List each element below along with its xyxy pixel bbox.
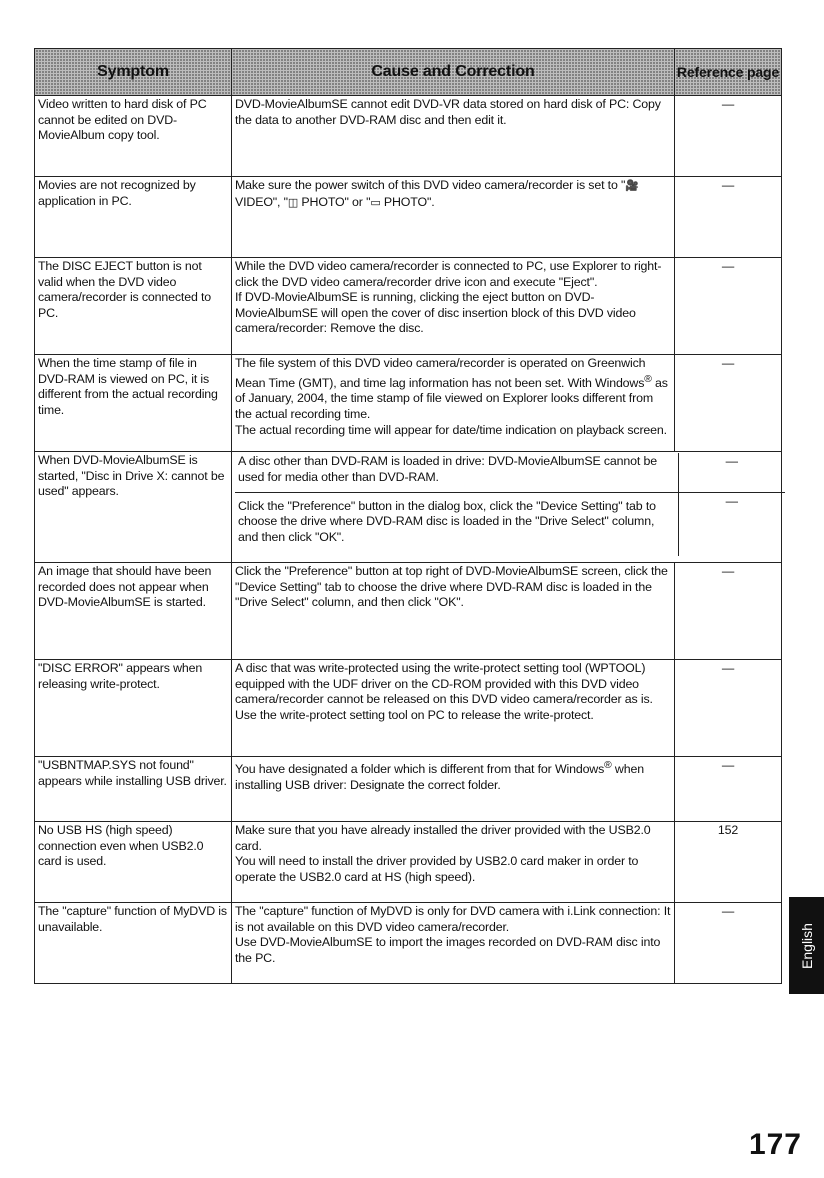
reference-cell: — bbox=[678, 453, 785, 492]
cause-paragraph bbox=[235, 356, 671, 423]
cause-paragraph: The "capture" function of MyDVD is only for DVD camera with i.Link connection: It is not available on this DVD video camera/recorder. bbox=[235, 904, 671, 934]
table-row bbox=[35, 258, 782, 355]
reference-header: Reference page bbox=[675, 49, 782, 96]
cause-paragraph: If DVD-MovieAlbumSE is running, clicking the eject button on DVD-MovieAlbumSE will open the cover of disc insertion block of this DVD video camera/recorder: Remove the disc. bbox=[235, 290, 636, 336]
cause-text: PHOTO" or " bbox=[298, 194, 371, 209]
cause-cell bbox=[232, 355, 675, 452]
cause-text: VIDEO", " bbox=[235, 194, 288, 209]
cause-sub-cell: Click the "Preference" button in the dialog box, click the "Device Setting" tab to choose the drive where DVD-RAM disc is loaded in the "Drive Select" column, and then click "OK". bbox=[235, 492, 678, 556]
symptom-cell: "DISC ERROR" appears when releasing write-protect. bbox=[35, 660, 232, 757]
cause-paragraph: While the DVD video camera/recorder is connected to PC, use Explorer to right-click the DVD video camera/recorder drive icon and execute "Eject". bbox=[235, 259, 662, 289]
sub-row bbox=[235, 453, 785, 492]
symptom-cell: "USBNTMAP.SYS not found" appears while installing USB driver. bbox=[35, 757, 232, 822]
registered-mark: ® bbox=[604, 760, 612, 771]
table-row bbox=[35, 177, 782, 258]
cause-paragraph: Use DVD-MovieAlbumSE to import the images recorded on DVD-RAM disc into the PC. bbox=[235, 935, 661, 965]
cause-cell: Click the "Preference" button at top right of DVD-MovieAlbumSE screen, click the "Device Setting" tab to choose the drive where DVD-RAM disc is loaded in the "Drive Select" column, and then click "OK". bbox=[232, 563, 675, 660]
reference-cell: — bbox=[675, 563, 782, 660]
cause-text: PHOTO". bbox=[380, 194, 435, 209]
cause-text: Make sure the power switch of this DVD video camera/recorder is set to " bbox=[235, 178, 626, 192]
cause-cell: A disc that was write-protected using the write-protect setting tool (WPTOOL) equipped with the UDF driver on the CD-ROM provided with this DVD video camera/recorder cannot be released on this DVD video camera/recorder as is. Use the write-protect setting tool on PC to release the write-protect. bbox=[232, 660, 675, 757]
table-row bbox=[35, 903, 782, 984]
cause-paragraph: Make sure that you have already installed the driver provided with the USB2.0 card. bbox=[235, 823, 651, 853]
cause-paragraph: You will need to install the driver provided by USB2.0 card maker in order to operate the USB2.0 card at HS (high speed). bbox=[235, 854, 639, 884]
reference-cell: — bbox=[675, 177, 782, 258]
reference-cell: — bbox=[675, 757, 782, 822]
table-header-row bbox=[35, 49, 782, 96]
table-row bbox=[35, 96, 782, 177]
symptom-cell: Movies are not recognized by application in PC. bbox=[35, 177, 232, 258]
symptom-cell: An image that should have been recorded does not appear when DVD-MovieAlbumSE is started. bbox=[35, 563, 232, 660]
table-row bbox=[35, 563, 782, 660]
page-number: 177 bbox=[748, 1128, 802, 1161]
table-row bbox=[35, 355, 782, 452]
symptom-cell: No USB HS (high speed) connection even when USB2.0 card is used. bbox=[35, 822, 232, 903]
cause-sub-cell: A disc other than DVD-RAM is loaded in drive: DVD-MovieAlbumSE cannot be used for media other than DVD-RAM. bbox=[235, 453, 678, 492]
symptom-cell: Video written to hard disk of PC cannot be edited on DVD-MovieAlbum copy tool. bbox=[35, 96, 232, 177]
cause-paragraph: The actual recording time will appear for date/time indication on playback screen. bbox=[235, 422, 667, 437]
registered-mark: ® bbox=[644, 373, 652, 385]
reference-cell: — bbox=[675, 258, 782, 355]
table-row bbox=[35, 660, 782, 757]
reference-cell: — bbox=[675, 96, 782, 177]
reference-cell: 152 bbox=[675, 822, 782, 903]
video-camera-icon: 🎥 bbox=[625, 180, 639, 192]
cause-text: as of January, 2004, the time stamp of file viewed on Explorer looks different from the actual recording time. bbox=[235, 375, 668, 421]
reference-cell: — bbox=[675, 355, 782, 452]
reference-cell: — bbox=[675, 903, 782, 984]
cause-header: Cause and Correction bbox=[232, 49, 675, 96]
table-row bbox=[35, 822, 782, 903]
photo-mode-icon: ◫ bbox=[287, 196, 299, 209]
card-photo-icon: ▭ bbox=[370, 196, 381, 209]
symptom-cell: When DVD-MovieAlbumSE is started, "Disc in Drive X: cannot be used" appears. bbox=[35, 452, 232, 563]
cause-cell bbox=[232, 903, 675, 984]
symptom-cell: When the time stamp of file in DVD-RAM is viewed on PC, it is different from the actual recording time. bbox=[35, 355, 232, 452]
symptom-header: Symptom bbox=[35, 49, 232, 96]
symptom-cell: The "capture" function of MyDVD is unavailable. bbox=[35, 903, 232, 984]
cause-cell bbox=[232, 822, 675, 903]
cause-cell bbox=[232, 177, 675, 258]
cause-cell: DVD-MovieAlbumSE cannot edit DVD-VR data stored on hard disk of PC: Copy the data to another DVD-RAM disc and then edit it. bbox=[232, 96, 675, 177]
table-row bbox=[35, 452, 782, 563]
troubleshooting-table bbox=[34, 48, 782, 984]
language-tab bbox=[789, 897, 824, 994]
cause-text: when installing USB driver: Designate the correct folder. bbox=[235, 762, 644, 792]
reference-cell: — bbox=[725, 493, 738, 508]
cause-cell bbox=[232, 757, 675, 822]
sub-row bbox=[235, 492, 785, 556]
language-tab-label: English bbox=[798, 922, 815, 969]
reference-cell: — bbox=[675, 660, 782, 757]
cause-cell bbox=[232, 258, 675, 355]
split-subtable bbox=[235, 453, 785, 556]
symptom-cell: The DISC EJECT button is not valid when the DVD video camera/recorder is connected to PC. bbox=[35, 258, 232, 355]
table-row bbox=[35, 757, 782, 822]
cause-text: The file system of this DVD video camera/recorder is operated on Greenwich Mean Time (GMT), and time lag information has not been set. With Windows bbox=[235, 356, 646, 390]
cause-text: You have designated a folder which is different from that for Windows bbox=[235, 762, 605, 777]
cause-cell-split bbox=[232, 452, 782, 563]
